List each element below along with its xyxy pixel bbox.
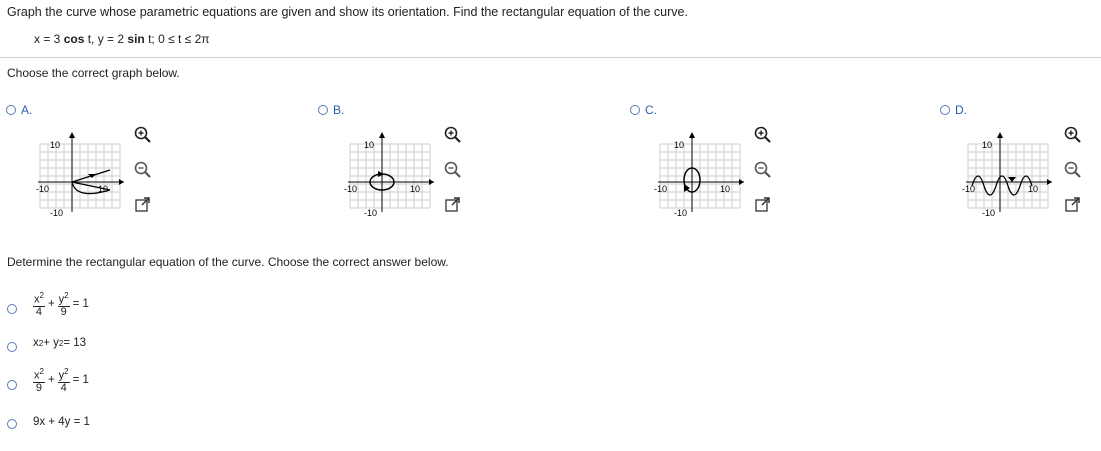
radio-answer-3[interactable] <box>7 380 17 390</box>
graph-b-tick-bottom: -10 <box>364 208 378 218</box>
radio-answer-4[interactable] <box>7 419 17 429</box>
rect-prompt: Determine the rectangular equation of the curve. Choose the correct answer below. <box>7 255 449 269</box>
option-d-label: D. <box>955 103 967 117</box>
graph-c-tick-left: -10 <box>654 184 668 194</box>
radio-option-c[interactable] <box>630 105 640 115</box>
zoom-out-icon[interactable] <box>1063 160 1083 180</box>
graph-d-tick-left: -10 <box>962 184 976 194</box>
graph-d-tick-bottom: -10 <box>982 208 996 218</box>
radio-answer-1[interactable] <box>7 304 17 314</box>
graph-a-tick-right: 10 <box>98 184 109 194</box>
zoom-out-icon[interactable] <box>133 160 153 180</box>
zoom-out-icon[interactable] <box>753 160 773 180</box>
graph-b <box>346 130 436 218</box>
radio-option-a[interactable] <box>6 105 16 115</box>
graph-d-tick-top: 10 <box>982 140 993 150</box>
answer-3: $\frac{x^2}{9}$ + $\frac{y^2}{4}$ = 1 <box>34 367 89 394</box>
graph-a <box>36 130 126 218</box>
answer-2: x 2 + y 2 = 13 <box>33 337 87 349</box>
option-a-label: A. <box>21 103 33 117</box>
zoom-in-icon[interactable] <box>753 125 773 145</box>
expand-icon[interactable] <box>1063 195 1083 215</box>
zoom-out-icon[interactable] <box>443 160 463 180</box>
option-b-label: B. <box>333 103 345 117</box>
graph-prompt: Choose the correct graph below. <box>7 66 180 80</box>
graph-b-tick-right: 10 <box>410 184 421 194</box>
zoom-in-icon[interactable] <box>1063 125 1083 145</box>
graph-d <box>964 130 1054 218</box>
parametric-equation: x = 3 cos t, y = 2 sin t; 0 ≤ t ≤ 2π <box>34 32 210 46</box>
graph-a-tick-bottom: -10 <box>50 208 64 218</box>
answer-4: 9x + 4y = 1 <box>33 416 90 428</box>
radio-option-b[interactable] <box>318 105 328 115</box>
graph-d-tick-right: 10 <box>1028 184 1039 194</box>
graph-c-tick-bottom: -10 <box>674 208 688 218</box>
answer-1: $\frac{x^2}{4}$ + $\frac{y^2}{9}$ = 1 <box>34 291 89 318</box>
graph-c <box>656 130 746 218</box>
option-c-label: C. <box>645 103 657 117</box>
expand-icon[interactable] <box>443 195 463 215</box>
radio-answer-2[interactable] <box>7 342 17 352</box>
zoom-in-icon[interactable] <box>133 125 153 145</box>
graph-b-tick-top: 10 <box>364 140 375 150</box>
expand-icon[interactable] <box>753 195 773 215</box>
radio-option-d[interactable] <box>940 105 950 115</box>
zoom-in-icon[interactable] <box>443 125 463 145</box>
graph-a-tick-left: -10 <box>36 184 50 194</box>
question-prompt: Graph the curve whose parametric equations are given and show its orientation. Find the rectangular equation of the curve. <box>7 5 688 19</box>
graph-c-tick-right: 10 <box>720 184 731 194</box>
graph-b-tick-left: -10 <box>344 184 358 194</box>
expand-icon[interactable] <box>133 195 153 215</box>
graph-a-tick-top: 10 <box>50 140 61 150</box>
graph-c-tick-top: 10 <box>674 140 685 150</box>
divider <box>0 57 1101 58</box>
